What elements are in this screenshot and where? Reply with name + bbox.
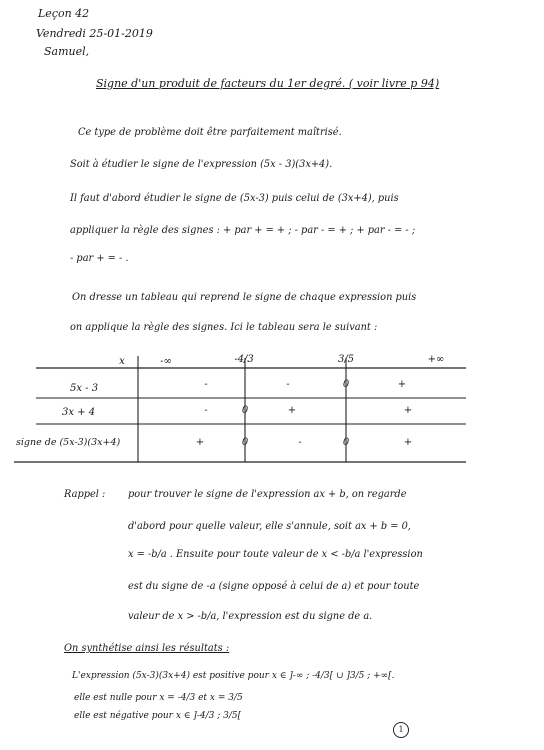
intro-line-1: Ce type de problème doit être parfaitement maîtrisé. bbox=[78, 127, 342, 138]
table-cell: + bbox=[287, 405, 297, 416]
table-cell: 0 bbox=[342, 379, 350, 390]
table-header-root-2: 3/5 bbox=[337, 354, 355, 365]
synthese-line-3: elle est négative pour x ∈ ]-4/3 ; 3/5[ bbox=[74, 711, 242, 721]
table-cell: 0 bbox=[342, 437, 350, 448]
table-intro-line-2: on applique la règle des signes. Ici le tableau sera le suivant : bbox=[70, 322, 378, 333]
rappel-label: Rappel : bbox=[64, 489, 106, 500]
table-header-x: x bbox=[119, 356, 125, 367]
lesson-date: Vendredi 25-01-2019 bbox=[36, 27, 153, 40]
table-cell: 0 bbox=[241, 405, 249, 416]
table-intro-line-1: On dresse un tableau qui reprend le signe de chaque expression puis bbox=[72, 292, 417, 303]
table-cell: + bbox=[403, 437, 413, 448]
table-row-label-5x-3: 5x - 3 bbox=[70, 383, 99, 394]
page-number bbox=[393, 722, 409, 738]
table-header-minus-infinity: -∞ bbox=[160, 356, 172, 367]
table-header-root-1: -4/3 bbox=[234, 354, 254, 365]
table-row-label-product: signe de (5x-3)(3x+4) bbox=[16, 437, 121, 448]
table-row-label-3x+4: 3x + 4 bbox=[62, 407, 96, 418]
intro-line-5: - par + = - . bbox=[70, 253, 129, 264]
rappel-line-1: pour trouver le signe de l'expression ax + b, on regarde bbox=[128, 489, 407, 500]
rappel-line-2: d'abord pour quelle valeur, elle s'annule, soit ax + b = 0, bbox=[128, 521, 411, 532]
table-cell: + bbox=[397, 379, 407, 390]
table-cell: - bbox=[204, 405, 208, 416]
rappel-line-4: est du signe de -a (signe opposé à celui de a) et pour toute bbox=[128, 581, 420, 592]
table-cell: - bbox=[204, 379, 208, 390]
rappel-line-5: valeur de x > -b/a, l'expression est du signe de a. bbox=[128, 611, 373, 622]
table-cell: 0 bbox=[241, 437, 249, 448]
intro-line-3: Il faut d'abord étudier le signe de (5x-3) puis celui de (3x+4), puis bbox=[70, 193, 399, 204]
student-name: Samuel, bbox=[44, 45, 90, 58]
synthese-line-2: elle est nulle pour x = -4/3 et x = 3/5 bbox=[74, 693, 243, 703]
table-cell: - bbox=[298, 437, 302, 448]
intro-line-2: Soit à étudier le signe de l'expression (5x - 3)(3x+4). bbox=[70, 159, 333, 170]
rappel-line-3: x = -b/a . Ensuite pour toute valeur de x < -b/a l'expression bbox=[128, 549, 423, 560]
table-cell: - bbox=[286, 379, 290, 390]
lesson-title: Signe d'un produit de facteurs du 1er degré. ( voir livre p 94) bbox=[96, 77, 440, 90]
intro-line-4: appliquer la règle des signes : + par + = + ; - par - = + ; + par - = - ; bbox=[70, 225, 416, 236]
synthese-line-1: L'expression (5x-3)(3x+4) est positive pour x ∈ ]-∞ ; -4/3[ ∪ ]3/5 ; +∞[. bbox=[72, 671, 395, 681]
lesson-number: Leçon 42 bbox=[38, 7, 90, 20]
table-cell: + bbox=[403, 405, 413, 416]
table-header-plus-infinity: +∞ bbox=[427, 354, 445, 365]
table-cell: + bbox=[195, 437, 205, 448]
synthese-heading: On synthétise ainsi les résultats : bbox=[64, 643, 230, 654]
page-number-text: 1 bbox=[398, 725, 404, 734]
